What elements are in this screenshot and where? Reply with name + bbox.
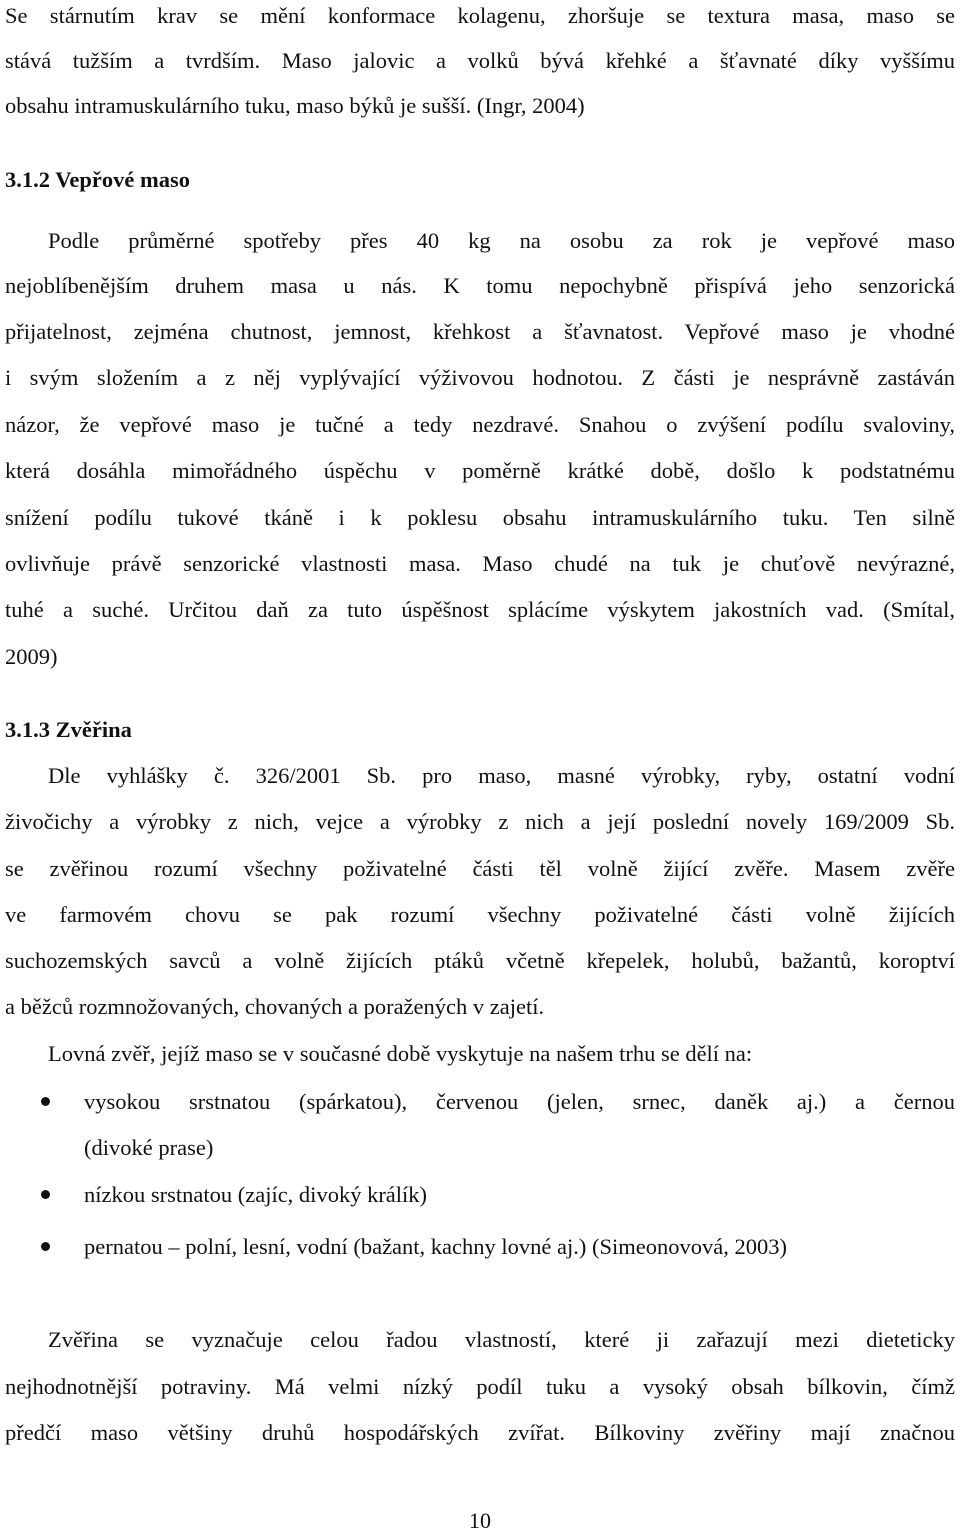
paragraph-line: živočichy a výrobky z nich, vejce a výrobky z nich a její poslední novely 169/2009 Sb. [5,809,955,834]
paragraph-line: obsahu intramuskulárního tuku, maso býků je sušší. (Ingr, 2004) [5,93,585,118]
list-intro: Lovná zvěř, jejíž maso se v současné době vyskytuje na našem trhu se dělí na: [48,1041,753,1066]
paragraph-line: a běžců rozmnožovaných, chovaných a poražených v zajetí. [5,994,545,1019]
paragraph-line: Se stárnutím krav se mění konformace kolagenu, zhoršuje se textura masa, maso se [5,3,955,28]
section-heading: 3.1.3 Zvěřina [5,717,132,742]
paragraph-line: Dle vyhlášky č. 326/2001 Sb. pro maso, masné výrobky, ryby, ostatní vodní [48,763,955,788]
paragraph-line: i svým složením a z něj vyplývající výživovou hodnotou. Z části je nesprávně zastáván [5,365,955,390]
paragraph-line: ve farmovém chovu se pak rozumí všechny poživatelné části volně žijících [5,902,955,927]
paragraph-line: snížení podílu tukové tkáně i k poklesu obsahu intramuskulárního tuku. Ten silně [5,505,955,530]
paragraph-line: přijatelnost, zejména chutnost, jemnost, křehkost a šťavnatost. Vepřové maso je vhodné [5,319,955,344]
page-number: 10 [469,1508,491,1533]
paragraph-line: ovlivňuje právě senzorické vlastnosti masa. Maso chudé na tuk je chuťově nevýrazné, [5,551,955,576]
paragraph-line: která dosáhla mimořádného úspěchu v poměrně krátké době, došlo k podstatnému [5,458,955,483]
paragraph-line: stává tužším a tvrdším. Maso jalovic a volků bývá křehké a šťavnaté díky vyššímu [5,48,955,73]
list-item: pernatou – polní, lesní, vodní (bažant, kachny lovné aj.) (Simeonovová, 2003) [84,1234,787,1259]
paragraph-line: suchozemských savců a volně žijících ptáků včetně křepelek, holubů, bažantů, koroptví [5,948,955,973]
list-item: nízkou srstnatou (zajíc, divoký králík) [84,1182,428,1207]
paragraph-line: Podle průměrné spotřeby přes 40 kg na osobu za rok je vepřové maso [48,228,955,253]
paragraph-line: nejhodnotnější potraviny. Má velmi nízký podíl tuku a vysoký obsah bílkovin, čímž [5,1374,955,1399]
bullet-icon [41,1190,50,1199]
paragraph-line: se zvěřinou rozumí všechny poživatelné části těl volně žijící zvěře. Masem zvěře [5,856,955,881]
paragraph-line: předčí maso většiny druhů hospodářských zvířat. Bílkoviny zvěřiny mají značnou [5,1420,955,1445]
paragraph-line: tuhé a suché. Určitou daň za tuto úspěšnost splácíme výskytem jakostních vad. (Smítal, [5,597,955,622]
paragraph-line: názor, že vepřové maso je tučné a tedy nezdravé. Snahou o zvýšení podílu svaloviny, [5,412,955,437]
section-heading: 3.1.2 Vepřové maso [5,167,190,192]
bullet-icon [41,1097,50,1106]
paragraph-line: nejoblíbenějším druhem masa u nás. K tomu nepochybně přispívá jeho senzorická [5,273,955,298]
bullet-icon [41,1242,50,1251]
list-item: vysokou srstnatou (spárkatou), červenou (jelen, srnec, daněk aj.) a černou [84,1089,955,1114]
list-item-continuation: (divoké prase) [84,1135,214,1160]
paragraph-line: 2009) [5,644,58,669]
paragraph-line: Zvěřina se vyznačuje celou řadou vlastností, které ji zařazují mezi dieteticky [48,1327,955,1352]
